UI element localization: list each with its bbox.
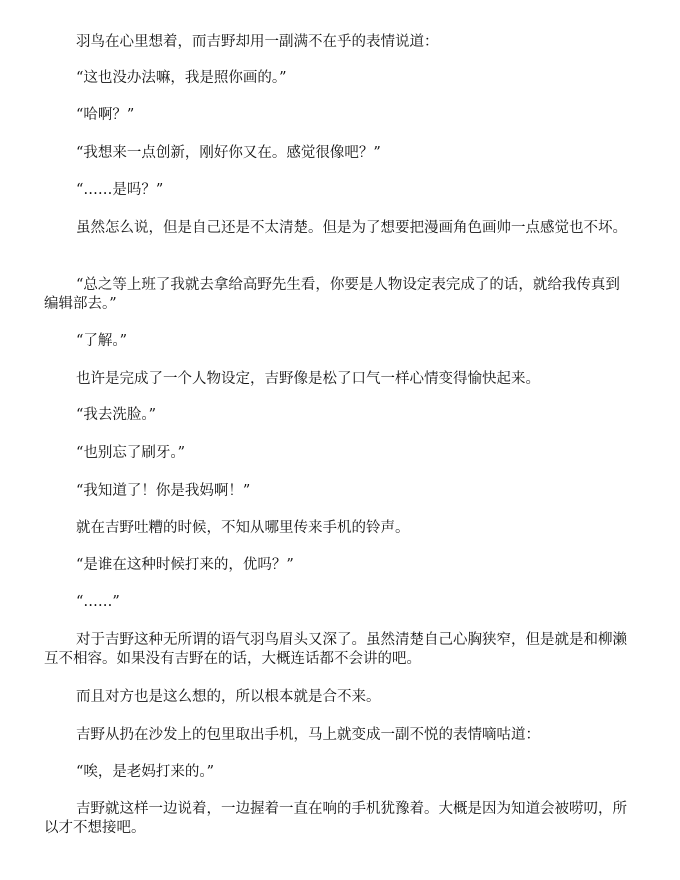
paragraph: “了解。” <box>76 333 128 349</box>
paragraph: “这也没办法嘛，我是照你画的。” <box>76 70 287 86</box>
paragraph: “也别忘了刷牙。” <box>76 445 186 461</box>
paragraph: 吉野从扔在沙发上的包里取出手机，马上就变成一副不悦的表情嘀咕道： <box>76 727 540 743</box>
paragraph: 也许是完成了一个人物设定，吉野像是松了口气一样心情变得愉快起来。 <box>76 371 540 387</box>
paragraph: “是谁在这种时候打来的，优吗？” <box>76 557 294 573</box>
paragraph: 吉野就这样一边说着，一边握着一直在响的手机犹豫着。大概是因为知道会被唠叨，所以才不想接吧。 <box>44 801 627 836</box>
paragraph: “哈啊？” <box>76 107 135 123</box>
paragraph: “我想来一点创新，刚好你又在。感觉很像吧？” <box>76 145 381 161</box>
paragraph: 羽鸟在心里想着，而吉野却用一副满不在乎的表情说道： <box>76 34 439 50</box>
paragraph: “唉，是老妈打来的。” <box>76 764 215 780</box>
paragraph: “我知道了！你是我妈啊！” <box>76 483 251 499</box>
paragraph: “我去洗脸。” <box>76 407 157 423</box>
paragraph: 虽然怎么说，但是自己还是不太清楚。但是为了想要把漫画角色画帅一点感觉也不坏。 <box>76 220 627 236</box>
paragraph: 而且对方也是这么想的，所以根本就是合不来。 <box>76 689 381 705</box>
paragraph: 对于吉野这种无所谓的语气羽鸟眉头又深了。虽然清楚自己心胸狭窄，但是就是和柳濑互不相容。如果没有吉野在的话，大概连话都不会讲的吧。 <box>44 632 627 667</box>
paragraph: “……” <box>76 594 120 610</box>
paragraph: “……是吗？” <box>76 182 164 198</box>
paragraph: “总之等上班了我就去拿给高野先生看，你要是人物设定表完成了的话，就给我传真到编辑部去。” <box>44 277 620 312</box>
paragraph: 就在吉野吐糟的时候，不知从哪里传来手机的铃声。 <box>76 520 410 536</box>
